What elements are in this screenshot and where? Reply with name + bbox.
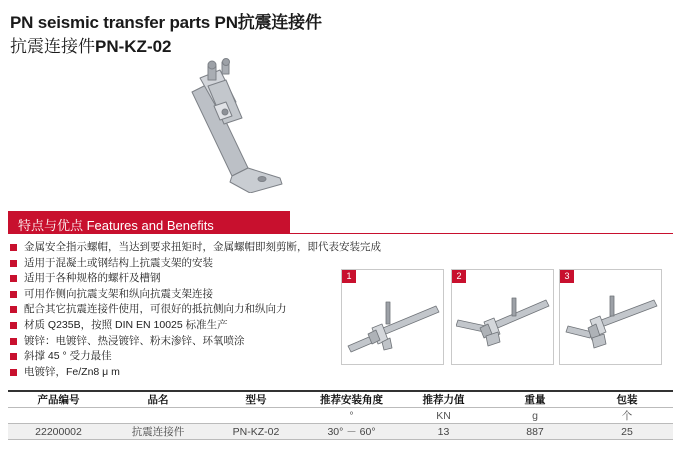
unit-cell: g	[489, 408, 581, 424]
feature-item: 材质 Q235B，按照 DIN EN 10025 标准生产	[10, 318, 381, 334]
cell-weight: 887	[489, 424, 581, 440]
bullet-square-icon	[10, 322, 17, 329]
step-number-badge: 1	[342, 270, 356, 283]
header-product-name: 品名	[109, 391, 207, 408]
unit-cell	[8, 408, 109, 424]
spec-table	[8, 390, 673, 440]
product-model: PN-KZ-02	[95, 37, 172, 56]
bullet-square-icon	[10, 291, 17, 298]
page-title: PN seismic transfer parts PN抗震连接件	[10, 13, 322, 32]
cell-product-code: 22200002	[8, 424, 109, 440]
table-header-row	[8, 391, 673, 408]
features-list	[10, 240, 381, 380]
feature-item: 可用作侧向抗震支架和纵向抗震支架连接	[10, 287, 381, 303]
feature-item: 镀锌：电镀锌、热浸镀锌、粉末渗锌、环氧喷涂	[10, 334, 381, 350]
cell-recommended-force: 13	[398, 424, 489, 440]
install-step-2-panel	[451, 269, 554, 365]
product-subtitle	[10, 32, 172, 57]
product-image	[178, 58, 288, 193]
feature-item: 适用于混凝土或钢结构上抗震支架的安装	[10, 256, 381, 272]
bullet-square-icon	[10, 369, 17, 376]
install-step-1-illustration	[346, 284, 440, 362]
section-divider	[290, 233, 673, 234]
install-step-2-illustration	[456, 284, 550, 362]
bullet-square-icon	[10, 244, 17, 251]
bullet-square-icon	[10, 275, 17, 282]
install-step-1-panel	[341, 269, 444, 365]
table-row	[8, 424, 673, 440]
header-recommended-force: 推荐力值	[398, 391, 489, 408]
install-step-3-illustration	[564, 284, 658, 362]
bullet-square-icon	[10, 338, 17, 345]
table-units-row	[8, 408, 673, 424]
feature-item: 电镀锌，Fe/Zn8 μ m	[10, 365, 381, 381]
header-packaging: 包装	[581, 391, 673, 408]
product-name-zh: 抗震连接件	[10, 37, 95, 56]
header-weight: 重量	[489, 391, 581, 408]
features-header	[8, 211, 290, 234]
bullet-square-icon	[10, 353, 17, 360]
cell-packaging: 25	[581, 424, 673, 440]
header-model: 型号	[207, 391, 305, 408]
cell-model: PN-KZ-02	[207, 424, 305, 440]
install-step-3-panel	[559, 269, 662, 365]
unit-cell: 个	[581, 408, 673, 424]
feature-item: 金属安全指示螺帽，当达到要求扭矩时，金属螺帽即刻剪断，即代表安装完成	[10, 240, 381, 256]
bullet-square-icon	[10, 306, 17, 313]
unit-cell	[109, 408, 207, 424]
header-product-code: 产品编号	[8, 391, 109, 408]
step-number-badge: 3	[560, 270, 574, 283]
feature-item: 配合其它抗震连接件使用，可很好的抵抗侧向力和纵向力	[10, 302, 381, 318]
feature-item: 适用于各种规格的螺杆及槽钢	[10, 271, 381, 287]
feature-item: 斜撑 45 ° 受力最佳	[10, 349, 381, 365]
cell-product-name: 抗震连接件	[109, 424, 207, 440]
header-install-angle: 推荐安装角度	[305, 391, 398, 408]
cell-install-angle: 30° － 60°	[305, 424, 398, 440]
features-title: 特点与优点 Features and Benefits	[18, 218, 214, 233]
unit-cell: °	[305, 408, 398, 424]
unit-cell: KN	[398, 408, 489, 424]
step-number-badge: 2	[452, 270, 466, 283]
bullet-square-icon	[10, 260, 17, 267]
unit-cell	[207, 408, 305, 424]
